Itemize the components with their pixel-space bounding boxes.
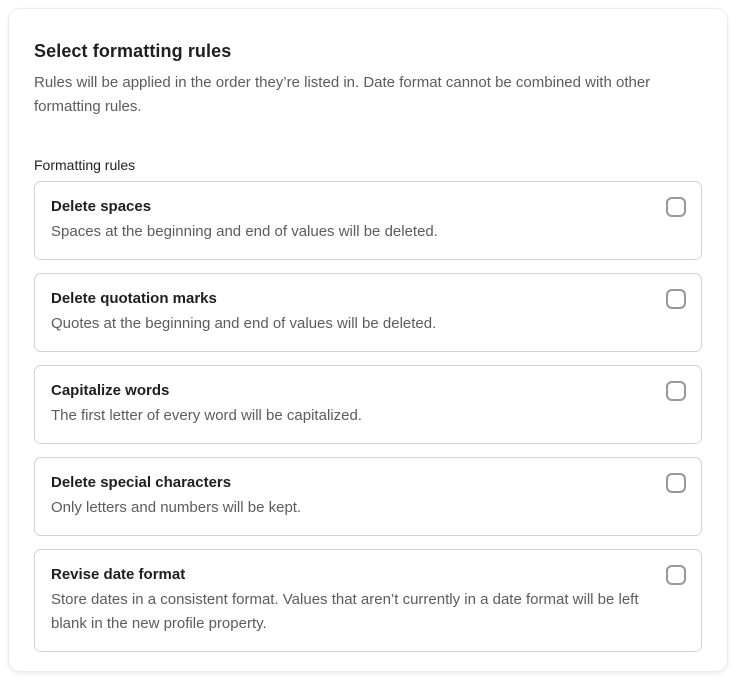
rule-checkbox[interactable] xyxy=(666,197,686,217)
rules-list xyxy=(34,181,702,652)
rule-text xyxy=(51,472,654,520)
rule-card-capitalize-words[interactable] xyxy=(34,365,702,444)
rule-text xyxy=(51,196,654,244)
rule-title: Revise date format xyxy=(51,566,186,583)
rule-title: Delete quotation marks xyxy=(51,290,217,307)
page-subtitle: Rules will be applied in the order they’re listed in. Date format cannot be combined with other formatting rules. xyxy=(34,74,651,115)
rule-title: Delete spaces xyxy=(51,198,152,215)
rule-checkbox[interactable] xyxy=(666,565,686,585)
rule-description: Only letters and numbers will be kept. xyxy=(51,499,302,516)
rule-description: Spaces at the beginning and end of values will be deleted. xyxy=(51,223,438,240)
rule-title: Delete special characters xyxy=(51,474,232,491)
rule-title: Capitalize words xyxy=(51,382,170,399)
rule-description: Store dates in a consistent format. Values that aren’t currently in a date format will be left blank in the new profile property. xyxy=(51,591,639,632)
rule-description: The first letter of every word will be capitalized. xyxy=(51,407,362,424)
rule-checkbox[interactable] xyxy=(666,289,686,309)
rule-card-delete-special-characters[interactable] xyxy=(34,457,702,536)
rule-card-revise-date-format[interactable] xyxy=(34,549,702,652)
formatting-rules-panel xyxy=(8,8,728,672)
rule-checkbox[interactable] xyxy=(666,473,686,493)
rule-text xyxy=(51,288,654,336)
rules-list-label: Formatting rules xyxy=(34,157,136,173)
rule-text xyxy=(51,380,654,428)
rule-card-delete-quotation-marks[interactable] xyxy=(34,273,702,352)
rule-text xyxy=(51,564,654,636)
page-title: Select formatting rules xyxy=(34,41,232,61)
rule-card-delete-spaces[interactable] xyxy=(34,181,702,260)
rule-description: Quotes at the beginning and end of values will be deleted. xyxy=(51,315,437,332)
rule-checkbox[interactable] xyxy=(666,381,686,401)
